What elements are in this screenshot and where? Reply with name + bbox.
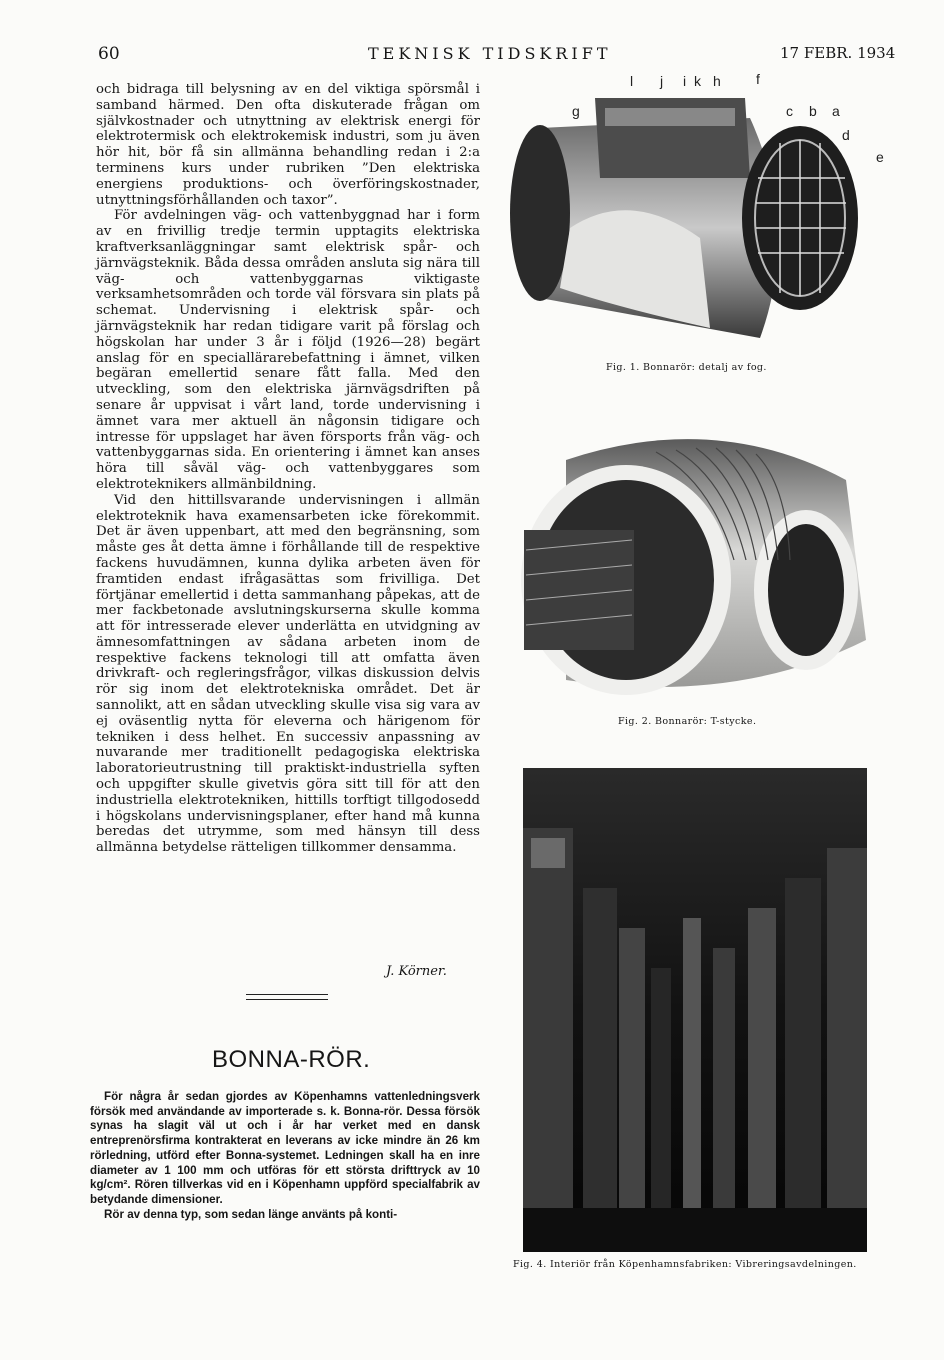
paragraph: och bidraga till belysning av en del viktiga spörsmål i samband härmed. Den ofta diskuterade frågan om självkostnader och utnyttning av elektrisk energi för elektrotermisk och elektrokemisk industri, som ju även hör hit, bör få sin allmänna behandling redan i 2:a terminens kurs under rubriken ”Den elektriska energiens produktions- och överföringskostnader, utnyttningsförhållanden och taxor”. — [96, 82, 480, 208]
article-title: BONNA-RÖR. — [212, 1046, 371, 1073]
paragraph: För avdelningen väg- och vattenbyggnad har i form av en frivillig tredje termin upptagits elektriska kraftverksanläggningar samt elektrisk spår- och järnvägsteknik. Båda dessa områden ansluta sig nära till väg- och vattenbyggarnas viktigaste verksamhetsområden och torde väl försvara sin plats på schemat. Undervisning i elektrisk spår- och järnvägsteknik har redan tidigare varit på förslag och högskolan har under 3 år i följd (1926—28) begärt anslag för en speciallärarebefattning i ämnet, vilken begäran emellertid senare fått falla. Med den utveckling, som den elektriska järnvägsdriften på senare år uppvisat i vårt land, torde undervisning i ämnet vara mer aktuell än någonsin tidigare och intresse för uppslaget har även försports från väg- och vattenbyggarnas sida. En orientering i ämnet kan anses höra till såväl väg- och vattenbyggares som elektroteknikers allmänbildning. — [96, 208, 480, 492]
figure-1-pipe-joint — [500, 68, 890, 358]
paragraph: Rör av denna typ, som sedan länge använts på konti- — [104, 1207, 398, 1221]
section-divider — [246, 994, 328, 995]
page-number: 60 — [98, 44, 120, 64]
article2-text — [90, 1090, 480, 1222]
journal-title: TEKNISK TIDSKRIFT — [368, 44, 612, 63]
fig1-label-i: i — [683, 73, 687, 89]
figure-2-caption: Fig. 2. Bonnarör: T-stycke. — [618, 716, 757, 727]
paragraph: Vid den hittillsvarande undervisningen i allmän elektroteknik hava examensarbeten icke förekommit. Det är även uppenbart, att med den begränsning, som måste ges åt detta ämne i förhållande till de respektive fackens huvudämnen, kunna dylika arbeten även för framtiden endast ifrågasättas som frivilliga. Det förtjänar emellertid i detta sammanhang påpekas, att de mer fackbetonade avslutningskurserna skulle komma att för intresserade elever underlätta en utvidgning av ämnesomfattningen av sådana arbeten inom de respektive fackens teknologi till att omfatta även drivkraft- och regleringsfrågor, vilkas diskussion delvis rör sig inom det elektrotekniska området. Det är sannolikt, att en sådan utveckling skulle visa sig vara av ej oväsentlig nytta för eleverna och härigenom för tekniken i dess helhet. En successiv anpassning av nuvarande mer traditionellt pedagogiska elektriska laboratorieutrustning till praktiskt-industriella syften och uppgifter skulle givetvis göra sitt till för att den industriella elektrotekniken, hittills torftigt tillgodosedd i högskolans undervisningsplaner, efter hand må kunna beredas det utrymme, som med hänsyn till dess allmänna betydelse rätteligen tillkommer densamma. — [96, 492, 480, 856]
figure-2-t-piece — [506, 420, 886, 700]
fig1-label-l: l — [630, 73, 634, 89]
fig1-label-g: g — [572, 103, 580, 119]
fig1-label-a: a — [832, 103, 840, 119]
figure-1-caption: Fig. 1. Bonnarör: detalj av fog. — [606, 362, 767, 373]
fig1-label-h: h — [713, 73, 721, 89]
issue-date: 17 FEBR. 1934 — [780, 44, 896, 62]
paragraph: För några år sedan gjordes av Köpenhamns vattenledningsverk försök med användande av importerade s. k. Bonna-rör. Dessa försök synas ha slagit väl ut och i år har verket med en dansk entreprenörsfirma kontrakterat en leverans av icke mindre än 26 km rörledning, utförd efter Bonna-systemet. Ledningen skall ha en inre diameter av 1 100 mm och utföras för ett största drifttryck av 10 kg/cm². Rören tillverkas vid en i Köpenhamn uppförd specialfabrik av betydande dimensioner. — [90, 1090, 480, 1206]
fig1-label-d: d — [842, 127, 850, 143]
article1-text — [96, 82, 480, 856]
fig1-label-c: c — [786, 103, 793, 119]
fig1-label-f: f — [756, 71, 760, 87]
figure-4-caption: Fig. 4. Interiör från Köpenhamnsfabriken: Vibreringsavdelningen. — [513, 1259, 857, 1270]
section-divider — [246, 999, 328, 1000]
author-signature: J. Körner. — [386, 964, 447, 979]
figure-4-factory-photo — [523, 768, 867, 1252]
fig1-label-b: b — [809, 103, 817, 119]
fig1-label-j: j — [660, 73, 664, 89]
fig1-label-k: k — [694, 73, 701, 89]
fig1-label-e: e — [876, 149, 884, 165]
